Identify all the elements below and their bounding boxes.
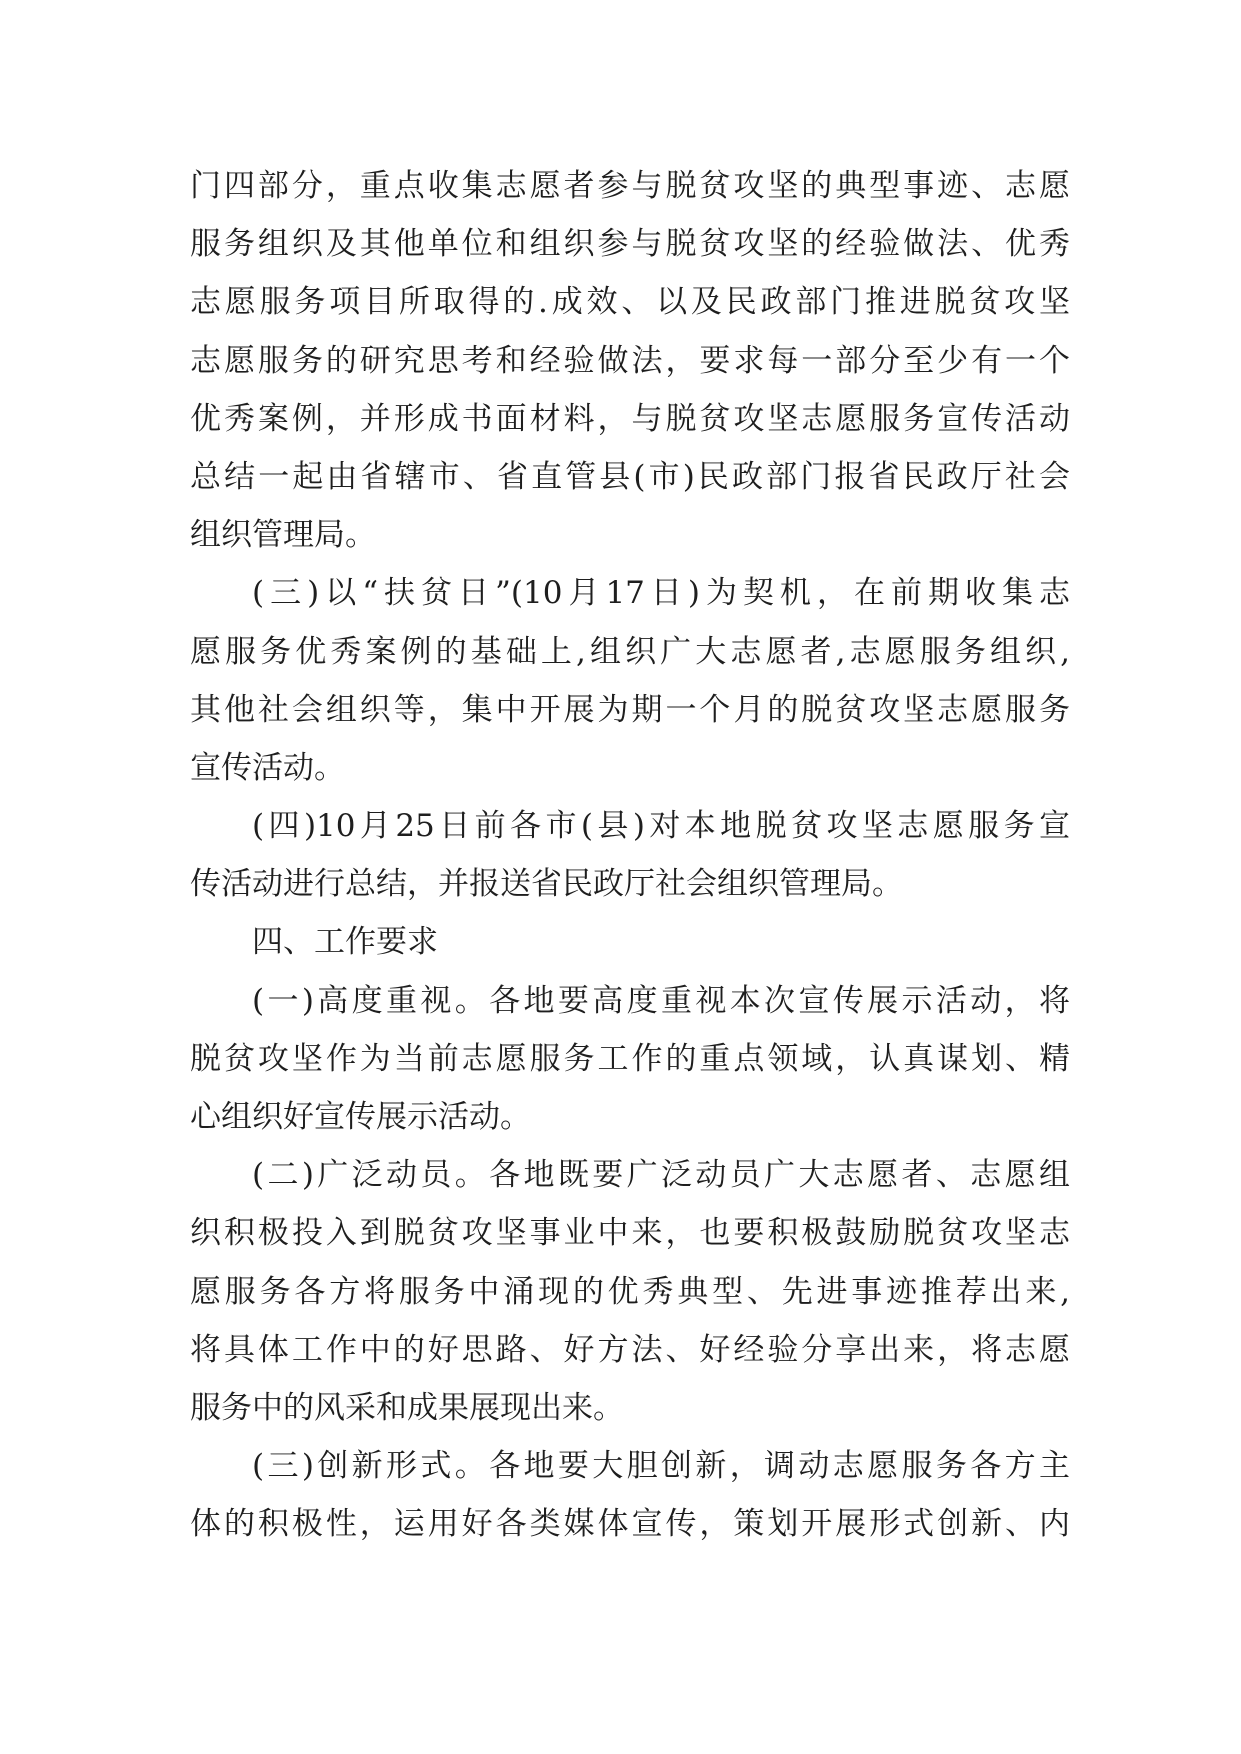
text-line: (二)广泛动员。各地既要广泛动员广大志愿者、志愿组 [252, 1157, 1070, 1194]
text-line: 服务中的风采和成果展现出来。 [190, 1389, 624, 1426]
text-line: 服务组织及其他单位和组织参与脱贫攻坚的经验做法、优秀 [190, 226, 1070, 263]
text-line: 传活动进行总结，并报送省民政厅社会组织管理局。 [190, 866, 903, 903]
text-line: 脱贫攻坚作为当前志愿服务工作的重点领域，认真谋划、精 [190, 1040, 1070, 1077]
text-line: (三)创新形式。各地要大胆创新，调动志愿服务各方主 [252, 1448, 1070, 1485]
section-heading: 四、工作要求 [252, 924, 438, 961]
text-line: 志愿服务的研究思考和经验做法，要求每一部分至少有一个 [190, 342, 1070, 379]
text-line: (一)高度重视。各地要高度重视本次宣传展示活动，将 [252, 982, 1070, 1019]
text-line: 体的积极性，运用好各类媒体宣传，策划开展形式创新、内 [190, 1506, 1070, 1543]
document-body [190, 157, 1070, 1554]
text-line: 愿服务各方将服务中涌现的优秀典型、先进事迹推荐出来, [190, 1273, 1070, 1310]
text-line: 将具体工作中的好思路、好方法、好经验分享出来，将志愿 [190, 1331, 1070, 1368]
text-line: (四)10月25日前各市(县)对本地脱贫攻坚志愿服务宣 [252, 808, 1070, 845]
text-line: 门四部分，重点收集志愿者参与脱贫攻坚的典型事迹、志愿 [190, 168, 1070, 204]
text-line: 心组织好宣传展示活动。 [190, 1099, 531, 1135]
text-line: 总结一起由省辖市、省直管县(市)民政部门报省民政厅社会 [190, 458, 1070, 495]
text-line: 优秀案例，并形成书面材料，与脱贫攻坚志愿服务宣传活动 [190, 400, 1070, 437]
text-line: 组织管理局。 [190, 517, 376, 554]
text-line: (三)以“扶贫日”(10月17日)为契机，在前期收集志 [252, 575, 1070, 612]
text-line: 愿服务优秀案例的基础上,组织广大志愿者,志愿服务组织, [190, 633, 1070, 670]
text-line: 织积极投入到脱贫攻坚事业中来，也要积极鼓励脱贫攻坚志 [190, 1215, 1070, 1252]
text-line: 宣传活动。 [190, 749, 345, 786]
text-line: 其他社会组织等，集中开展为期一个月的脱贫攻坚志愿服务 [190, 691, 1070, 728]
text-line: 志愿服务项目所取得的.成效、以及民政部门推进脱贫攻坚 [190, 284, 1070, 321]
